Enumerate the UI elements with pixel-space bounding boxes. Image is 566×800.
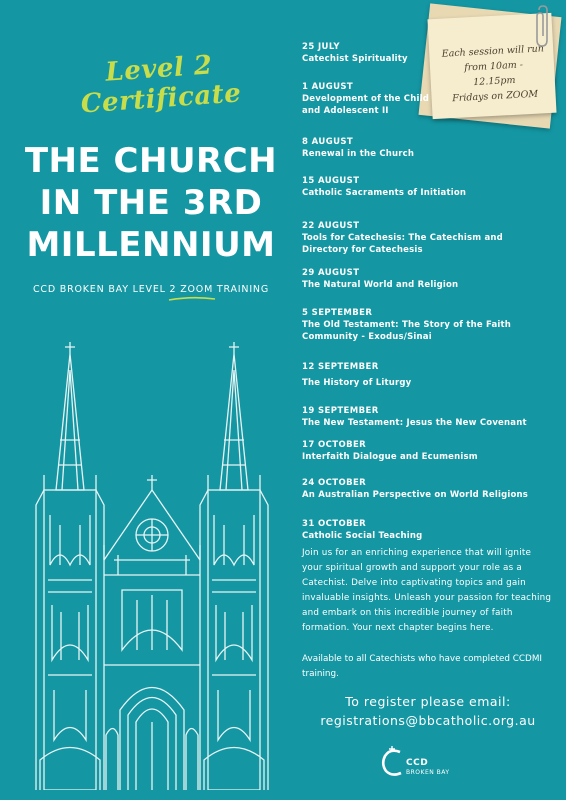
session-topic: An Australian Perspective on World Religions <box>302 490 529 500</box>
session-item <box>302 176 552 199</box>
intro-paragraph: Join us for an enriching experience that will ignite your spiritual growth and support your role as a Catechist. Delve into captivating topics and gain invaluable insights. Unleash your passion for teaching and embark on this incredible journey of faith formation. Your next chapter begins here. <box>302 548 552 633</box>
session-topic: Community - Exodus/Sinai <box>302 332 432 342</box>
session-topic: Directory for Catechesis <box>302 245 423 255</box>
register-label: To register please email: <box>345 694 511 709</box>
eligibility-text: Available to all Catechists who have completed CCDMI training. <box>302 654 543 679</box>
session-topic: Catholic Sacraments of Initiation <box>302 188 467 198</box>
swoosh-underline <box>168 296 216 302</box>
session-item <box>302 519 552 542</box>
ccd-logo <box>378 744 458 784</box>
session-date: 15 AUGUST <box>302 176 360 186</box>
note-line: Each session will run <box>441 43 545 60</box>
session-date: 17 OCTOBER <box>302 440 367 450</box>
logo-subtitle: BROKEN BAY <box>406 769 450 776</box>
session-topic: Renewal in the Church <box>302 149 415 159</box>
session-item <box>302 478 552 501</box>
session-item <box>302 308 552 343</box>
session-date: 31 OCTOBER <box>302 519 367 529</box>
page-title <box>16 140 286 266</box>
session-item <box>302 406 552 429</box>
session-date: 22 AUGUST <box>302 221 360 231</box>
title-line-2: IN THE 3RD <box>39 183 263 223</box>
register-email-link[interactable]: registrations@bbcatholic.org.au <box>320 713 536 728</box>
session-item <box>302 440 552 463</box>
session-date: 25 JULY <box>302 42 340 52</box>
note-line: Fridays on ZOOM <box>451 88 539 105</box>
session-date: 5 SEPTEMBER <box>302 308 373 318</box>
session-topic: Tools for Catechesis: The Catechism and <box>302 233 503 243</box>
session-item <box>302 362 552 389</box>
title-line-3: MILLENNIUM <box>26 225 276 265</box>
session-topic: Catholic Social Teaching <box>302 531 423 541</box>
session-date: 8 AUGUST <box>302 137 354 147</box>
session-topic: The Old Testament: The Story of the Faith <box>302 320 512 330</box>
session-topic: Interfaith Dialogue and Ecumenism <box>302 452 478 462</box>
session-topic: Catechist Spirituality <box>302 54 408 64</box>
session-item <box>302 268 552 291</box>
session-topic: and Adolescent II <box>302 106 389 116</box>
session-topic: The New Testament: Jesus the New Covenant <box>302 418 527 428</box>
note-line: from 10am - 12.15pm <box>463 59 524 89</box>
session-topic: Development of the Child <box>302 94 429 104</box>
logo-name: CCD <box>406 758 429 768</box>
ccd-logo-icon <box>378 744 406 780</box>
level-label: Level 2 Certificate <box>79 50 243 120</box>
session-date: 12 SEPTEMBER <box>302 362 379 372</box>
session-item <box>302 42 552 65</box>
subtitle: CCD BROKEN BAY LEVEL 2 ZOOM TRAINING <box>32 284 269 295</box>
session-topic: The History of Liturgy <box>302 378 412 388</box>
session-topic: The Natural World and Religion <box>302 280 459 290</box>
session-date: 19 SEPTEMBER <box>302 406 379 416</box>
session-item <box>302 82 552 117</box>
session-date: 1 AUGUST <box>302 82 354 92</box>
session-date: 29 AUGUST <box>302 268 360 278</box>
session-item <box>302 221 552 256</box>
session-date: 24 OCTOBER <box>302 478 367 488</box>
cathedral-illustration <box>18 330 286 790</box>
session-item <box>302 137 552 160</box>
title-line-1: THE CHURCH <box>24 141 278 181</box>
